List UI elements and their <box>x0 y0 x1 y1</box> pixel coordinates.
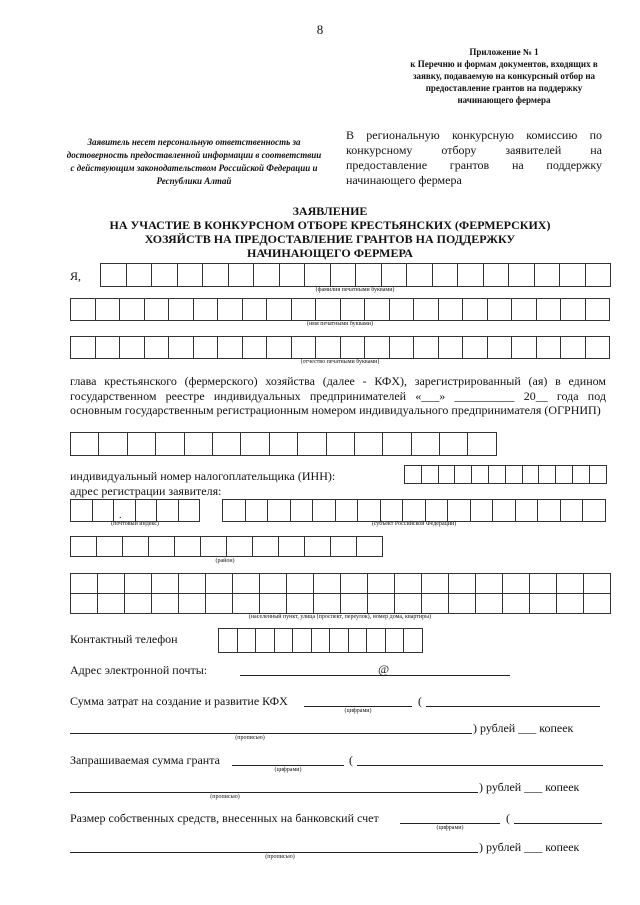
char-cell[interactable] <box>253 263 280 287</box>
char-cell[interactable] <box>508 263 535 287</box>
char-cell[interactable] <box>252 536 279 557</box>
char-cell[interactable] <box>585 298 611 321</box>
char-cell[interactable] <box>242 336 268 359</box>
own-funds-label: Размер собственных средств, внесенных на банковский счет <box>70 811 379 825</box>
char-cell[interactable] <box>381 263 408 287</box>
char-cell[interactable] <box>297 432 326 456</box>
char-cell[interactable] <box>330 536 357 557</box>
surname-grid[interactable] <box>101 263 611 287</box>
title-line-3: ХОЗЯЙСТВ НА ПРЕДОСТАВЛЕНИЕ ГРАНТОВ НА ПОДДЕРЖКУ <box>144 232 516 246</box>
address-label: адрес регистрации заявителя: <box>70 484 222 498</box>
char-cell[interactable] <box>421 573 449 594</box>
char-cell[interactable] <box>425 499 449 522</box>
char-cell[interactable] <box>447 499 471 522</box>
char-cell[interactable] <box>487 298 513 321</box>
own-funds-open-paren: ( <box>506 811 510 825</box>
char-cell[interactable] <box>394 593 422 614</box>
char-cell[interactable] <box>168 298 194 321</box>
char-cell[interactable] <box>286 593 314 614</box>
patronymic-caption: (отчество печатными буквами) <box>300 359 380 365</box>
title-line-1: ЗАЯВЛЕНИЕ <box>292 204 368 218</box>
char-cell[interactable] <box>559 263 586 287</box>
char-cell[interactable] <box>394 573 422 594</box>
district-caption: (район) <box>215 558 235 564</box>
char-cell[interactable] <box>357 499 381 522</box>
district-grid[interactable] <box>71 536 383 557</box>
char-cell[interactable] <box>232 593 260 614</box>
char-cell[interactable] <box>367 573 395 594</box>
char-cell[interactable] <box>144 298 170 321</box>
char-cell[interactable] <box>421 593 449 614</box>
char-cell[interactable] <box>448 593 476 614</box>
char-cell[interactable] <box>151 573 179 594</box>
costs-label: Сумма затрат на создание и развитие КФХ <box>70 694 288 708</box>
char-cell[interactable] <box>556 573 584 594</box>
char-cell[interactable] <box>462 298 488 321</box>
char-cell[interactable] <box>148 536 175 557</box>
ogrnip-grid[interactable] <box>71 432 497 456</box>
char-cell[interactable] <box>218 628 238 653</box>
char-cell[interactable] <box>122 536 149 557</box>
char-cell[interactable] <box>202 263 229 287</box>
char-cell[interactable] <box>470 499 494 522</box>
char-cell[interactable] <box>178 593 206 614</box>
grant-words-line-2[interactable] <box>70 792 478 793</box>
char-cell[interactable] <box>522 465 540 484</box>
char-cell[interactable] <box>367 593 395 614</box>
char-cell[interactable] <box>70 593 98 614</box>
appendix-text: к Перечню и формам документов, входящих в заявку, подаваемую на конкурсный отбор на предоставление грантов на поддержку начинающего фермера <box>410 59 598 105</box>
char-cell[interactable] <box>98 432 127 456</box>
char-cell[interactable] <box>259 573 287 594</box>
postcode-caption: (почтовый индекс) <box>111 521 159 527</box>
name-grid[interactable] <box>71 298 610 321</box>
char-cell[interactable] <box>492 499 516 522</box>
char-cell[interactable] <box>502 573 530 594</box>
char-cell[interactable] <box>467 432 496 456</box>
char-cell[interactable] <box>174 536 201 557</box>
char-cell[interactable] <box>217 298 243 321</box>
char-cell[interactable] <box>274 628 294 653</box>
char-cell[interactable] <box>266 298 292 321</box>
char-cell[interactable] <box>483 263 510 287</box>
char-cell[interactable] <box>457 263 484 287</box>
phone-grid[interactable] <box>219 628 423 653</box>
addressee: В региональную конкурсную комиссию по конкурсному отбору заявителей на предоставление грантов на поддержку начинающего фермера <box>346 128 602 187</box>
char-cell[interactable] <box>404 465 422 484</box>
char-cell[interactable] <box>155 432 184 456</box>
char-cell[interactable] <box>226 536 253 557</box>
char-cell[interactable] <box>538 465 556 484</box>
char-cell[interactable] <box>326 432 355 456</box>
char-cell[interactable] <box>315 298 341 321</box>
own-funds-digits-line[interactable] <box>400 823 500 824</box>
char-cell[interactable] <box>471 465 489 484</box>
char-cell[interactable] <box>411 432 440 456</box>
char-cell[interactable] <box>589 465 607 484</box>
char-cell[interactable] <box>124 573 152 594</box>
char-cell[interactable] <box>583 593 611 614</box>
costs-words-line-2[interactable] <box>70 733 472 734</box>
costs-digits-caption: (цифрами) <box>344 708 372 714</box>
char-cell[interactable] <box>356 536 383 557</box>
char-cell[interactable] <box>560 336 586 359</box>
grant-words-caption: (прописью) <box>210 794 240 800</box>
char-cell[interactable] <box>290 499 314 522</box>
char-cell[interactable] <box>313 593 341 614</box>
own-funds-digits-caption: (цифрами) <box>436 825 464 831</box>
char-cell[interactable] <box>70 536 97 557</box>
responsibility-note: Заявитель несет персональную ответственность за достоверность предоставленной информации в соответствии с действующим законодательством Российской Федерации и Республики Алтай <box>66 137 322 186</box>
char-cell[interactable] <box>178 573 206 594</box>
char-cell[interactable] <box>315 336 341 359</box>
char-cell[interactable] <box>402 499 426 522</box>
char-cell[interactable] <box>119 298 145 321</box>
char-cell[interactable] <box>555 465 573 484</box>
char-cell[interactable] <box>212 432 241 456</box>
locality-grid-row-2[interactable] <box>71 593 611 614</box>
postcode-separator-dot: . <box>119 510 122 521</box>
char-cell[interactable] <box>582 499 606 522</box>
char-cell[interactable] <box>100 263 127 287</box>
char-cell[interactable] <box>340 573 368 594</box>
char-cell[interactable] <box>304 263 331 287</box>
char-cell[interactable] <box>151 593 179 614</box>
char-cell[interactable] <box>97 593 125 614</box>
char-cell[interactable] <box>177 263 204 287</box>
char-cell[interactable] <box>340 336 366 359</box>
char-cell[interactable] <box>240 432 269 456</box>
char-cell[interactable] <box>439 432 468 456</box>
subject-grid[interactable] <box>223 499 606 522</box>
char-cell[interactable] <box>585 336 611 359</box>
char-cell[interactable] <box>278 536 305 557</box>
char-cell[interactable] <box>205 573 233 594</box>
email-at-sign: @ <box>378 662 390 676</box>
char-cell[interactable] <box>529 593 557 614</box>
char-cell[interactable] <box>193 336 219 359</box>
char-cell[interactable] <box>432 263 459 287</box>
char-cell[interactable] <box>511 298 537 321</box>
char-cell[interactable] <box>348 628 368 653</box>
char-cell[interactable] <box>178 499 201 522</box>
char-cell[interactable] <box>228 263 255 287</box>
document-title <box>70 204 590 260</box>
char-cell[interactable] <box>311 628 331 653</box>
char-cell[interactable] <box>560 499 584 522</box>
title-line-4: НАЧИНАЮЩЕГО ФЕРМЕРА <box>247 246 413 260</box>
char-cell[interactable] <box>255 628 275 653</box>
grant-words-line-1[interactable] <box>357 765 603 766</box>
char-cell[interactable] <box>406 263 433 287</box>
char-cell[interactable] <box>70 499 93 522</box>
char-cell[interactable] <box>585 263 612 287</box>
char-cell[interactable] <box>329 628 349 653</box>
char-cell[interactable] <box>70 432 99 456</box>
inn-label: индивидуальный номер налогоплательщика (ИНН): <box>70 469 336 483</box>
char-cell[interactable] <box>366 628 386 653</box>
char-cell[interactable] <box>389 336 415 359</box>
char-cell[interactable] <box>135 499 158 522</box>
surname-caption: (фамилия печатными буквами) <box>315 287 395 293</box>
char-cell[interactable] <box>380 499 404 522</box>
patronymic-grid[interactable] <box>71 336 610 359</box>
char-cell[interactable] <box>382 432 411 456</box>
char-cell[interactable] <box>313 573 341 594</box>
appendix-title: Приложение № 1 <box>469 47 539 57</box>
char-cell[interactable] <box>124 593 152 614</box>
phone-label: Контактный телефон <box>70 632 178 646</box>
char-cell[interactable] <box>97 573 125 594</box>
char-cell[interactable] <box>536 298 562 321</box>
grant-digits-caption: (цифрами) <box>274 767 302 773</box>
char-cell[interactable] <box>156 499 179 522</box>
registration-text: глава крестьянского (фермерского) хозяйства (далее - КФХ), зарегистрированный (ая) в едином государственном реестре индивидуальных предпринимателей «___» __________ 20__ года под основным государственным регистрационным номером индивидуального предпринимателя (ОГРНИП) <box>70 374 606 417</box>
char-cell[interactable] <box>245 499 269 522</box>
char-cell[interactable] <box>556 593 584 614</box>
char-cell[interactable] <box>144 336 170 359</box>
own-funds-words-caption: (прописью) <box>265 854 295 860</box>
char-cell[interactable] <box>534 263 561 287</box>
grant-digits-line[interactable] <box>232 765 344 766</box>
char-cell[interactable] <box>438 465 456 484</box>
char-cell[interactable] <box>126 263 153 287</box>
char-cell[interactable] <box>113 499 136 522</box>
char-cell[interactable] <box>151 263 178 287</box>
char-cell[interactable] <box>95 336 121 359</box>
char-cell[interactable] <box>193 298 219 321</box>
locality-caption: (населенный пункт, улица (проспект, переулок), номер дома, квартиры) <box>248 614 432 620</box>
own-funds-words-line-2[interactable] <box>70 852 478 853</box>
char-cell[interactable] <box>291 298 317 321</box>
char-cell[interactable] <box>286 573 314 594</box>
grant-rub-kop: ) рублей ___ копеек <box>479 780 580 794</box>
char-cell[interactable] <box>354 432 383 456</box>
char-cell[interactable] <box>529 573 557 594</box>
char-cell[interactable] <box>269 432 298 456</box>
costs-words-caption: (прописью) <box>235 735 265 741</box>
char-cell[interactable] <box>448 573 476 594</box>
title-line-2: НА УЧАСТИЕ В КОНКУРСНОМ ОТБОРЕ КРЕСТЬЯНСКИХ (ФЕРМЕРСКИХ) <box>109 218 551 232</box>
char-cell[interactable] <box>413 298 439 321</box>
char-cell[interactable] <box>127 432 156 456</box>
char-cell[interactable] <box>511 336 537 359</box>
char-cell[interactable] <box>70 336 96 359</box>
costs-digits-line[interactable] <box>304 706 412 707</box>
char-cell[interactable] <box>487 336 513 359</box>
char-cell[interactable] <box>438 298 464 321</box>
char-cell[interactable] <box>438 336 464 359</box>
char-cell[interactable] <box>462 336 488 359</box>
char-cell[interactable] <box>92 499 115 522</box>
char-cell[interactable] <box>222 499 246 522</box>
char-cell[interactable] <box>259 593 287 614</box>
char-cell[interactable] <box>421 465 439 484</box>
char-cell[interactable] <box>292 628 312 653</box>
char-cell[interactable] <box>502 593 530 614</box>
char-cell[interactable] <box>583 573 611 594</box>
char-cell[interactable] <box>475 593 503 614</box>
char-cell[interactable] <box>475 573 503 594</box>
char-cell[interactable] <box>560 298 586 321</box>
subject-caption: (субъект Российской Федерации) <box>371 521 457 527</box>
char-cell[interactable] <box>279 263 306 287</box>
costs-open-paren: ( <box>418 694 422 708</box>
char-cell[interactable] <box>330 263 357 287</box>
char-cell[interactable] <box>340 593 368 614</box>
locality-grid-row-1[interactable] <box>71 573 611 594</box>
char-cell[interactable] <box>505 465 523 484</box>
char-cell[interactable] <box>242 298 268 321</box>
char-cell[interactable] <box>267 499 291 522</box>
char-cell[interactable] <box>335 499 359 522</box>
char-cell[interactable] <box>515 499 539 522</box>
char-cell[interactable] <box>454 465 472 484</box>
grant-label: Запрашиваемая сумма гранта <box>70 753 220 767</box>
char-cell[interactable] <box>119 336 145 359</box>
char-cell[interactable] <box>537 499 561 522</box>
char-cell[interactable] <box>312 499 336 522</box>
char-cell[interactable] <box>70 298 96 321</box>
char-cell[interactable] <box>95 298 121 321</box>
costs-words-line-1[interactable] <box>426 706 600 707</box>
char-cell[interactable] <box>364 298 390 321</box>
char-cell[interactable] <box>70 573 98 594</box>
char-cell[interactable] <box>217 336 243 359</box>
grant-open-paren: ( <box>349 753 353 767</box>
costs-rub-kop: ) рублей ___ копеек <box>473 721 574 735</box>
inn-grid[interactable] <box>405 465 607 484</box>
char-cell[interactable] <box>304 536 331 557</box>
char-cell[interactable] <box>413 336 439 359</box>
char-cell[interactable] <box>403 628 423 653</box>
char-cell[interactable] <box>96 536 123 557</box>
char-cell[interactable] <box>232 573 260 594</box>
char-cell[interactable] <box>340 298 366 321</box>
char-cell[interactable] <box>205 593 233 614</box>
char-cell[interactable] <box>389 298 415 321</box>
char-cell[interactable] <box>266 336 292 359</box>
char-cell[interactable] <box>355 263 382 287</box>
char-cell[interactable] <box>488 465 506 484</box>
char-cell[interactable] <box>572 465 590 484</box>
char-cell[interactable] <box>385 628 405 653</box>
char-cell[interactable] <box>364 336 390 359</box>
own-funds-words-line-1[interactable] <box>514 823 602 824</box>
appendix-header <box>400 46 608 106</box>
postcode-grid[interactable] <box>71 499 200 522</box>
char-cell[interactable] <box>237 628 257 653</box>
email-input-line[interactable] <box>240 675 510 676</box>
name-caption: (имя печатными буквами) <box>306 321 374 327</box>
page-number: 8 <box>316 22 324 37</box>
own-funds-rub-kop: ) рублей ___ копеек <box>479 840 580 854</box>
email-label: Адрес электронной почты: <box>70 663 208 677</box>
char-cell[interactable] <box>184 432 213 456</box>
char-cell[interactable] <box>168 336 194 359</box>
char-cell[interactable] <box>291 336 317 359</box>
i-label: Я, <box>70 269 82 283</box>
char-cell[interactable] <box>536 336 562 359</box>
char-cell[interactable] <box>200 536 227 557</box>
